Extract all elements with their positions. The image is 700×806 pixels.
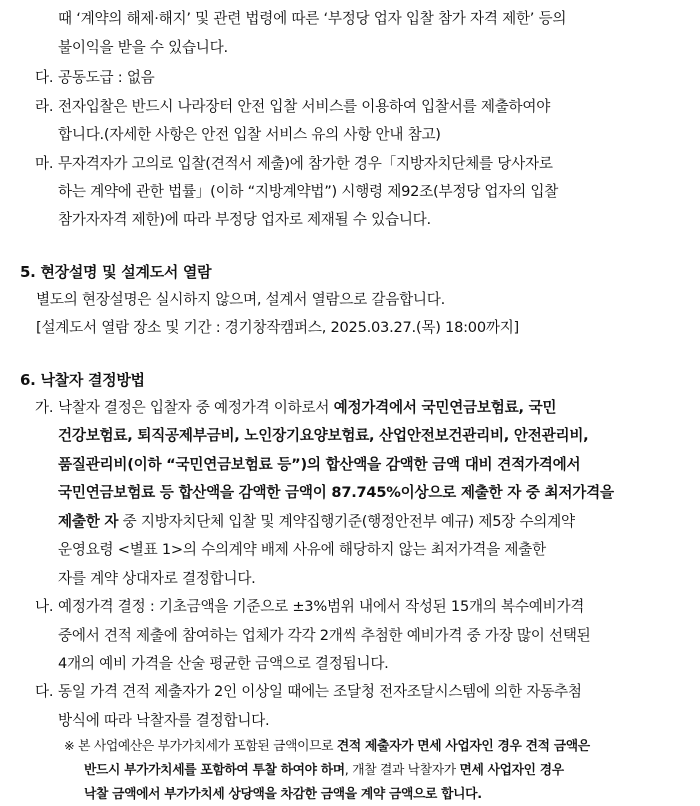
item-ga-line-6: 운영요령 <별표 1>의 수의계약 배제 사유에 해당하지 않는 최저가격을 제출한 bbox=[58, 541, 546, 558]
item-ra-marker: 라. bbox=[35, 98, 54, 115]
item-ga-line-5-bold: 제출한 자 bbox=[58, 513, 119, 530]
item-ga-line-1-plain: 낙찰자 결정은 입찰자 중 예정가격 이하로서 bbox=[58, 399, 334, 416]
item-6-da-line-2: 방식에 따라 낙찰자를 결정합니다. bbox=[58, 712, 270, 729]
item-6-da-line-1: 동일 가격 견적 제출자가 2인 이상일 때에는 조달청 전자조달시스템에 의한 자동추첨 bbox=[58, 683, 582, 700]
item-na-line-3: 4개의 예비 가격을 산술 평균한 금액으로 결정됩니다. bbox=[58, 655, 389, 672]
vat-note-line-2-bold: 반드시 부가가치세를 포함하여 투찰 하여야 하며 bbox=[84, 763, 345, 778]
item-ma-line-2: 하는 계약에 관한 법률」(이하 “지방계약법”) 시행령 제92조(부정당 업자의 입찰 bbox=[58, 183, 559, 200]
item-da-text: 공동도급 : 없음 bbox=[58, 69, 155, 86]
item-ga-line-1 bbox=[58, 398, 556, 418]
intro-line: 때 ‘계약의 해제·해지’ 및 관련 법령에 따른 ‘부정당 업자 입찰 참가 자격 제한’ 등의 bbox=[58, 10, 567, 27]
section-5-heading: 5. 현장설명 및 설계도서 열람 bbox=[20, 263, 212, 281]
item-ga-marker: 가. bbox=[35, 399, 54, 416]
item-ra-line-2: 합니다.(자세한 사항은 안전 입찰 서비스 유의 사항 안내 참고) bbox=[58, 126, 441, 143]
item-ma-line-3: 참가자자격 제한)에 따라 부정당 업자로 제재될 수 있습니다. bbox=[58, 211, 431, 228]
vat-note-line-1 bbox=[64, 737, 590, 757]
item-ga-line-5-plain: 중 지방자치단체 입찰 및 계약집행기준(행정안전부 예규) 제5장 수의계약 bbox=[118, 513, 575, 530]
vat-note-line-1-plain: ※ 본 사업예산은 부가가치세가 포함된 금액이므로 bbox=[64, 739, 337, 754]
item-ma-marker: 마. bbox=[35, 155, 54, 172]
item-na-marker: 나. bbox=[35, 598, 54, 615]
item-ga-line-4: 국민연금보험료 등 합산액을 감액한 금액이 87.745%이상으로 제출한 자 중 최저가격을 bbox=[58, 484, 614, 501]
intro-line-2: 불이익을 받을 수 있습니다. bbox=[58, 39, 228, 56]
item-ga-line-7: 자를 계약 상대자로 결정합니다. bbox=[58, 570, 256, 587]
section-6-heading: 6. 낙찰자 결정방법 bbox=[20, 371, 145, 389]
item-6-da-marker: 다. bbox=[35, 683, 54, 700]
item-ga-line-3: 품질관리비(이하 “국민연금보험료 등”)의 합산액을 감액한 금액 대비 견적가격에서 bbox=[58, 456, 581, 473]
vat-note-line-2 bbox=[84, 761, 564, 781]
item-ga-line-2: 건강보험료, 퇴직공제부금비, 노인장기요양보험료, 산업안전보건관리비, 안전관리비, bbox=[58, 427, 589, 444]
vat-note-line-2-plain: , 개찰 결과 낙찰자가 bbox=[344, 763, 460, 778]
vat-note-line-1-bold: 견적 제출자가 면세 사업자인 경우 견적 금액은 bbox=[336, 739, 590, 754]
item-ga-line-1-bold: 예정가격에서 국민연금보험료, 국민 bbox=[333, 399, 557, 416]
vat-note-line-2-bold-2: 면세 사업자인 경우 bbox=[459, 763, 564, 778]
item-da-marker: 다. bbox=[35, 69, 54, 86]
item-ma-line-1: 무자격자가 고의로 입찰(견적서 제출)에 참가한 경우「지방자치단체를 당사자로 bbox=[58, 155, 553, 172]
item-ga-line-5 bbox=[58, 512, 575, 532]
vat-note-line-3: 낙찰 금액에서 부가가치세 상당액을 차감한 금액을 계약 금액으로 합니다. bbox=[84, 787, 482, 802]
section-5-bracket: [설계도서 열람 장소 및 기간 : 경기창작캠퍼스, 2025.03.27.(목) 18:00까지] bbox=[36, 319, 519, 336]
item-ra-line-1: 전자입찰은 반드시 나라장터 안전 입찰 서비스를 이용하여 입찰서를 제출하여야 bbox=[58, 98, 551, 115]
item-na-line-1: 예정가격 결정 : 기초금액을 기준으로 ±3%범위 내에서 작성된 15개의 복수예비가격 bbox=[58, 598, 585, 615]
section-5-body: 별도의 현장설명은 실시하지 않으며, 설계서 열람으로 갈음합니다. bbox=[36, 291, 445, 308]
item-na-line-2: 중에서 견적 제출에 참여하는 업체가 각각 2개씩 추첨한 예비가격 중 가장 많이 선택된 bbox=[58, 627, 591, 644]
